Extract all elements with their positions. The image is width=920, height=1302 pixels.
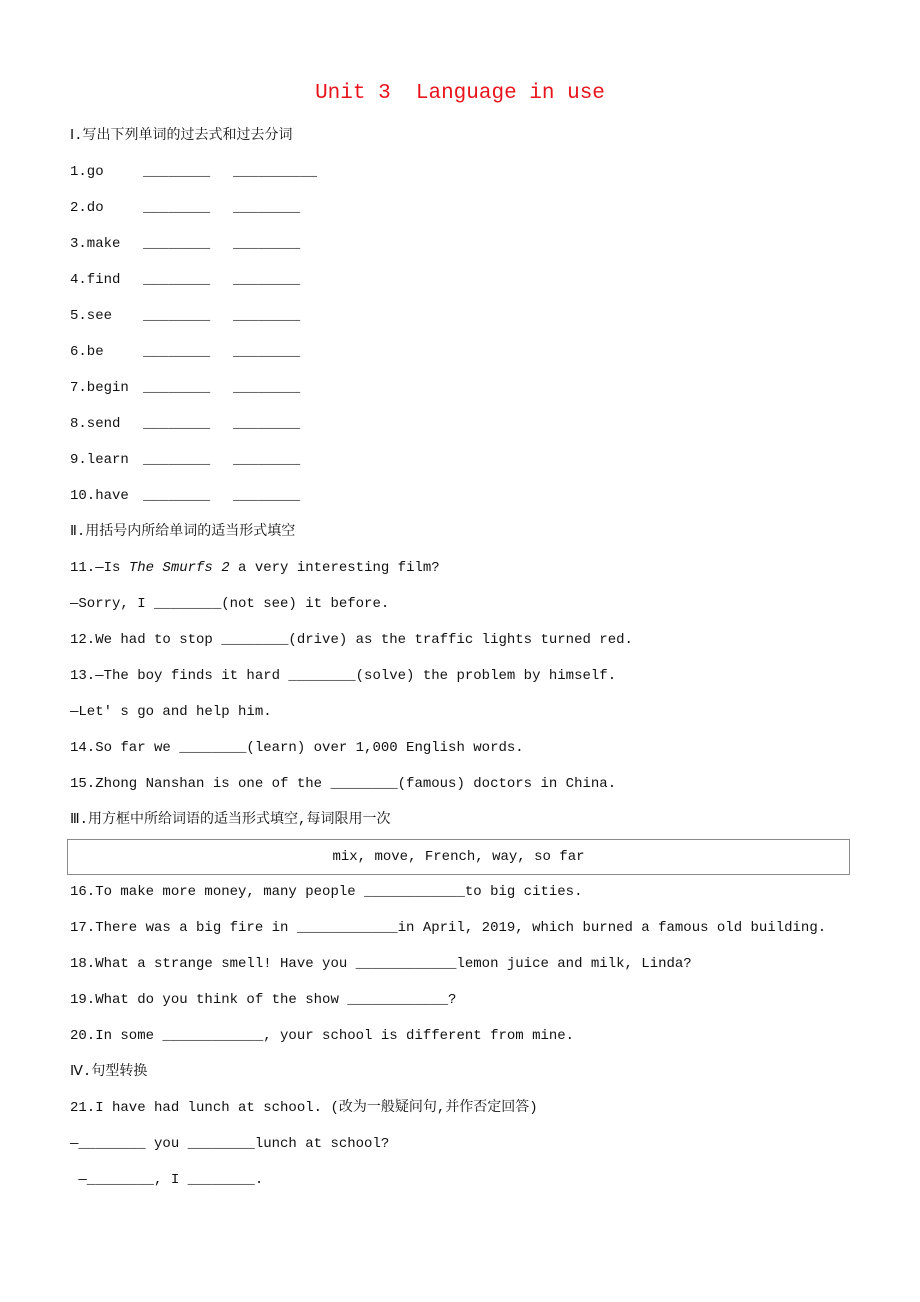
worksheet [70,118,860,1198]
past-participle-blank: ________ [233,488,301,504]
question-14: 14.So far we ________(learn) over 1,000 English words. [70,740,524,756]
question-18: 18.What a strange smell! Have you ____________lemon juice and milk, Linda? [70,956,692,972]
question-11b: —Sorry, I ________(not see) it before. [70,596,390,612]
verb-label: 10.have [70,488,129,504]
verb-item [70,334,860,370]
question-15: 15.Zhong Nanshan is one of the ________(famous) doctors in China. [70,776,617,792]
past-tense-blank: ________ [143,488,211,504]
verb-label: 9.learn [70,452,129,468]
past-participle-blank: ________ [233,272,301,288]
verb-item [70,154,860,190]
page-title: Unit 3 Language in use [315,82,605,105]
past-tense-blank: ________ [143,416,211,432]
question-20: 20.In some ____________, your school is different from mine. [70,1028,575,1044]
verb-label: 3.make [70,236,121,252]
past-participle-blank: ________ [233,344,301,360]
question-21: 21.I have had lunch at school. (改为一般疑问句,并作否定回答) [70,1100,538,1116]
past-tense-blank: ________ [143,380,211,396]
verb-item [70,298,860,334]
word-box: mix, move, French, way, so far [67,839,850,875]
section-heading-4: Ⅳ.句型转换 [70,1064,148,1080]
past-tense-blank: ________ [143,308,211,324]
verb-label: 1.go [70,164,104,180]
verb-label: 5.see [70,308,113,324]
past-participle-blank: ________ [233,308,301,324]
verb-item [70,442,860,478]
past-participle-blank: ________ [233,200,301,216]
question-13b: —Let' s go and help him. [70,704,272,720]
past-participle-blank: ________ [233,416,301,432]
past-tense-blank: ________ [143,164,211,180]
question-17: 17.There was a big fire in ____________in April, 2019, which burned a famous old building. [70,920,827,936]
past-tense-blank: ________ [143,272,211,288]
verb-item [70,226,860,262]
past-tense-blank: ________ [143,452,211,468]
verb-label: 7.begin [70,380,129,396]
section-heading-2: Ⅱ.用括号内所给单词的适当形式填空 [70,524,296,540]
verb-label: 6.be [70,344,104,360]
section-heading-3: Ⅲ.用方框中所给词语的适当形式填空,每词限用一次 [70,812,391,828]
past-tense-blank: ________ [143,200,211,216]
q11-title: The Smurfs 2 [128,560,230,576]
past-participle-blank: __________ [233,164,318,180]
q11-pre: 11.—Is [70,560,129,576]
question-19: 19.What do you think of the show ____________? [70,992,457,1008]
section-heading-1: Ⅰ.写出下列单词的过去式和过去分词 [70,128,293,144]
verb-item [70,406,860,442]
question-16: 16.To make more money, many people ____________to big cities. [70,884,583,900]
past-tense-blank: ________ [143,236,211,252]
verb-item [70,478,860,514]
q11-post: a very interesting film? [229,560,440,576]
question-13a: 13.—The boy finds it hard ________(solve) the problem by himself. [70,668,617,684]
past-participle-blank: ________ [233,380,301,396]
verb-item [70,190,860,226]
verb-label: 2.do [70,200,104,216]
past-tense-blank: ________ [143,344,211,360]
question-11a [70,550,860,586]
question-12: 12.We had to stop ________(drive) as the traffic lights turned red. [70,632,633,648]
question-21-answer-b: —________, I ________. [70,1172,264,1188]
verb-label: 8.send [70,416,121,432]
past-participle-blank: ________ [233,452,301,468]
verb-item [70,370,860,406]
verb-label: 4.find [70,272,121,288]
verb-item [70,262,860,298]
question-21-answer-a: —________ you ________lunch at school? [70,1136,390,1152]
past-participle-blank: ________ [233,236,301,252]
